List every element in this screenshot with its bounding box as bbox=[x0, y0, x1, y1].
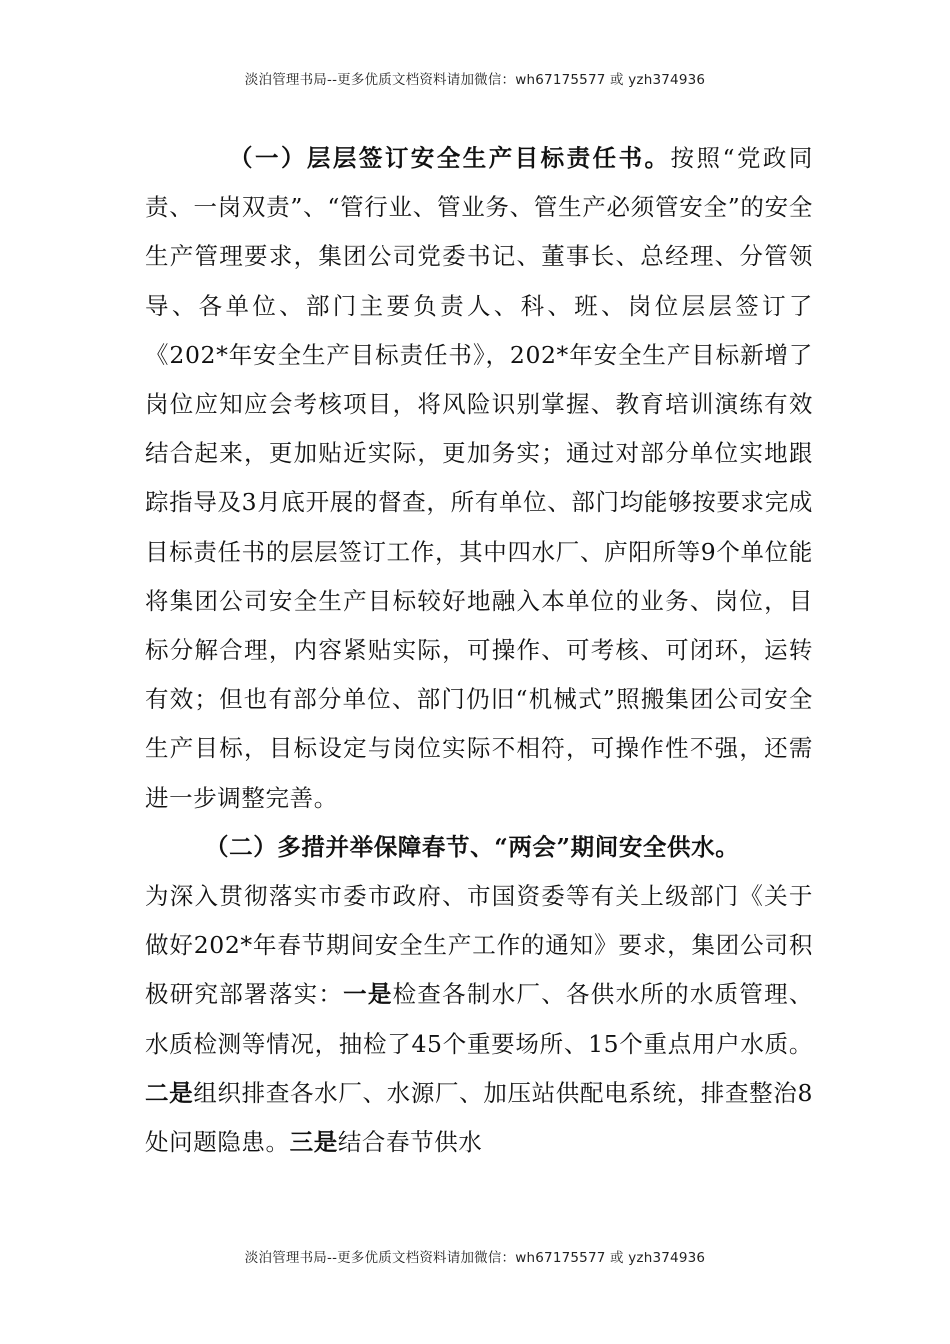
document-body bbox=[145, 134, 813, 1167]
section-one-heading: （一）层层签订安全生产目标责任书。 bbox=[229, 144, 671, 172]
item-three-text: 结合春节供水 bbox=[337, 1128, 483, 1157]
item-one-text: 检查各制水厂、各供水所的水质管理、水质检测等情况，抽检了45个重要场所、15个重点用户水质。 bbox=[145, 980, 813, 1058]
item-three-label: 三是 bbox=[289, 1128, 338, 1157]
item-two-text: 组织排查各水厂、水源厂、加压站供配电系统，排查整治8处问题隐患。 bbox=[145, 1078, 814, 1157]
item-one-label: 一是 bbox=[343, 980, 393, 1009]
section-two-paragraph bbox=[145, 872, 813, 1167]
section-two-heading-line bbox=[145, 823, 813, 872]
section-one-paragraph bbox=[145, 134, 813, 823]
section-two-heading: （二）多措并举保障春节、“两会”期间安全供水。 bbox=[205, 832, 740, 861]
footer-watermark: 淡泊管理书局--更多优质文档资料请加微信：wh67175577 或 yzh374936 bbox=[244, 1250, 706, 1266]
section-two-intro: 为深入贯彻落实市委市政府、市国资委等有关上级部门《关于做好202*年春节期间安全生产工作的通知》要求，集团公司积极研究部署落实： bbox=[145, 882, 813, 1009]
header-watermark: 淡泊管理书局--更多优质文档资料请加微信：wh67175577 或 yzh374936 bbox=[244, 72, 706, 88]
item-two-label: 二是 bbox=[145, 1078, 194, 1107]
section-one-body: 按照“党政同责、一岗双责”、“管行业、管业务、管生产必须管安全”的安全生产管理要求，集团公司党委书记、董事长、总经理、分管领导、各单位、部门主要负责人、科、班、岗位层层签订了《202*年安全生产目标责任书》，202*年安全生产目标新增了岗位应知应会考核项目，将风险识别掌握、教育培训演练有效结合起来，更加贴近实际，更加务实；通过对部分单位实地跟踪指导及3月底开展的督查，所有单位、部门均能够按要求完成目标责任书的层层签订工作，其中四水厂、庐阳所等9个单位能将集团公司安全生产目标较好地融入本单位的业务、岗位，目标分解合理，内容紧贴实际，可操作、可考核、可闭环，运转有效；但也有部分单位、部门仍旧“机械式”照搬集团公司安全生产目标，目标设定与岗位实际不相符，可操作性不强，还需进一步调整完善。 bbox=[145, 144, 813, 812]
